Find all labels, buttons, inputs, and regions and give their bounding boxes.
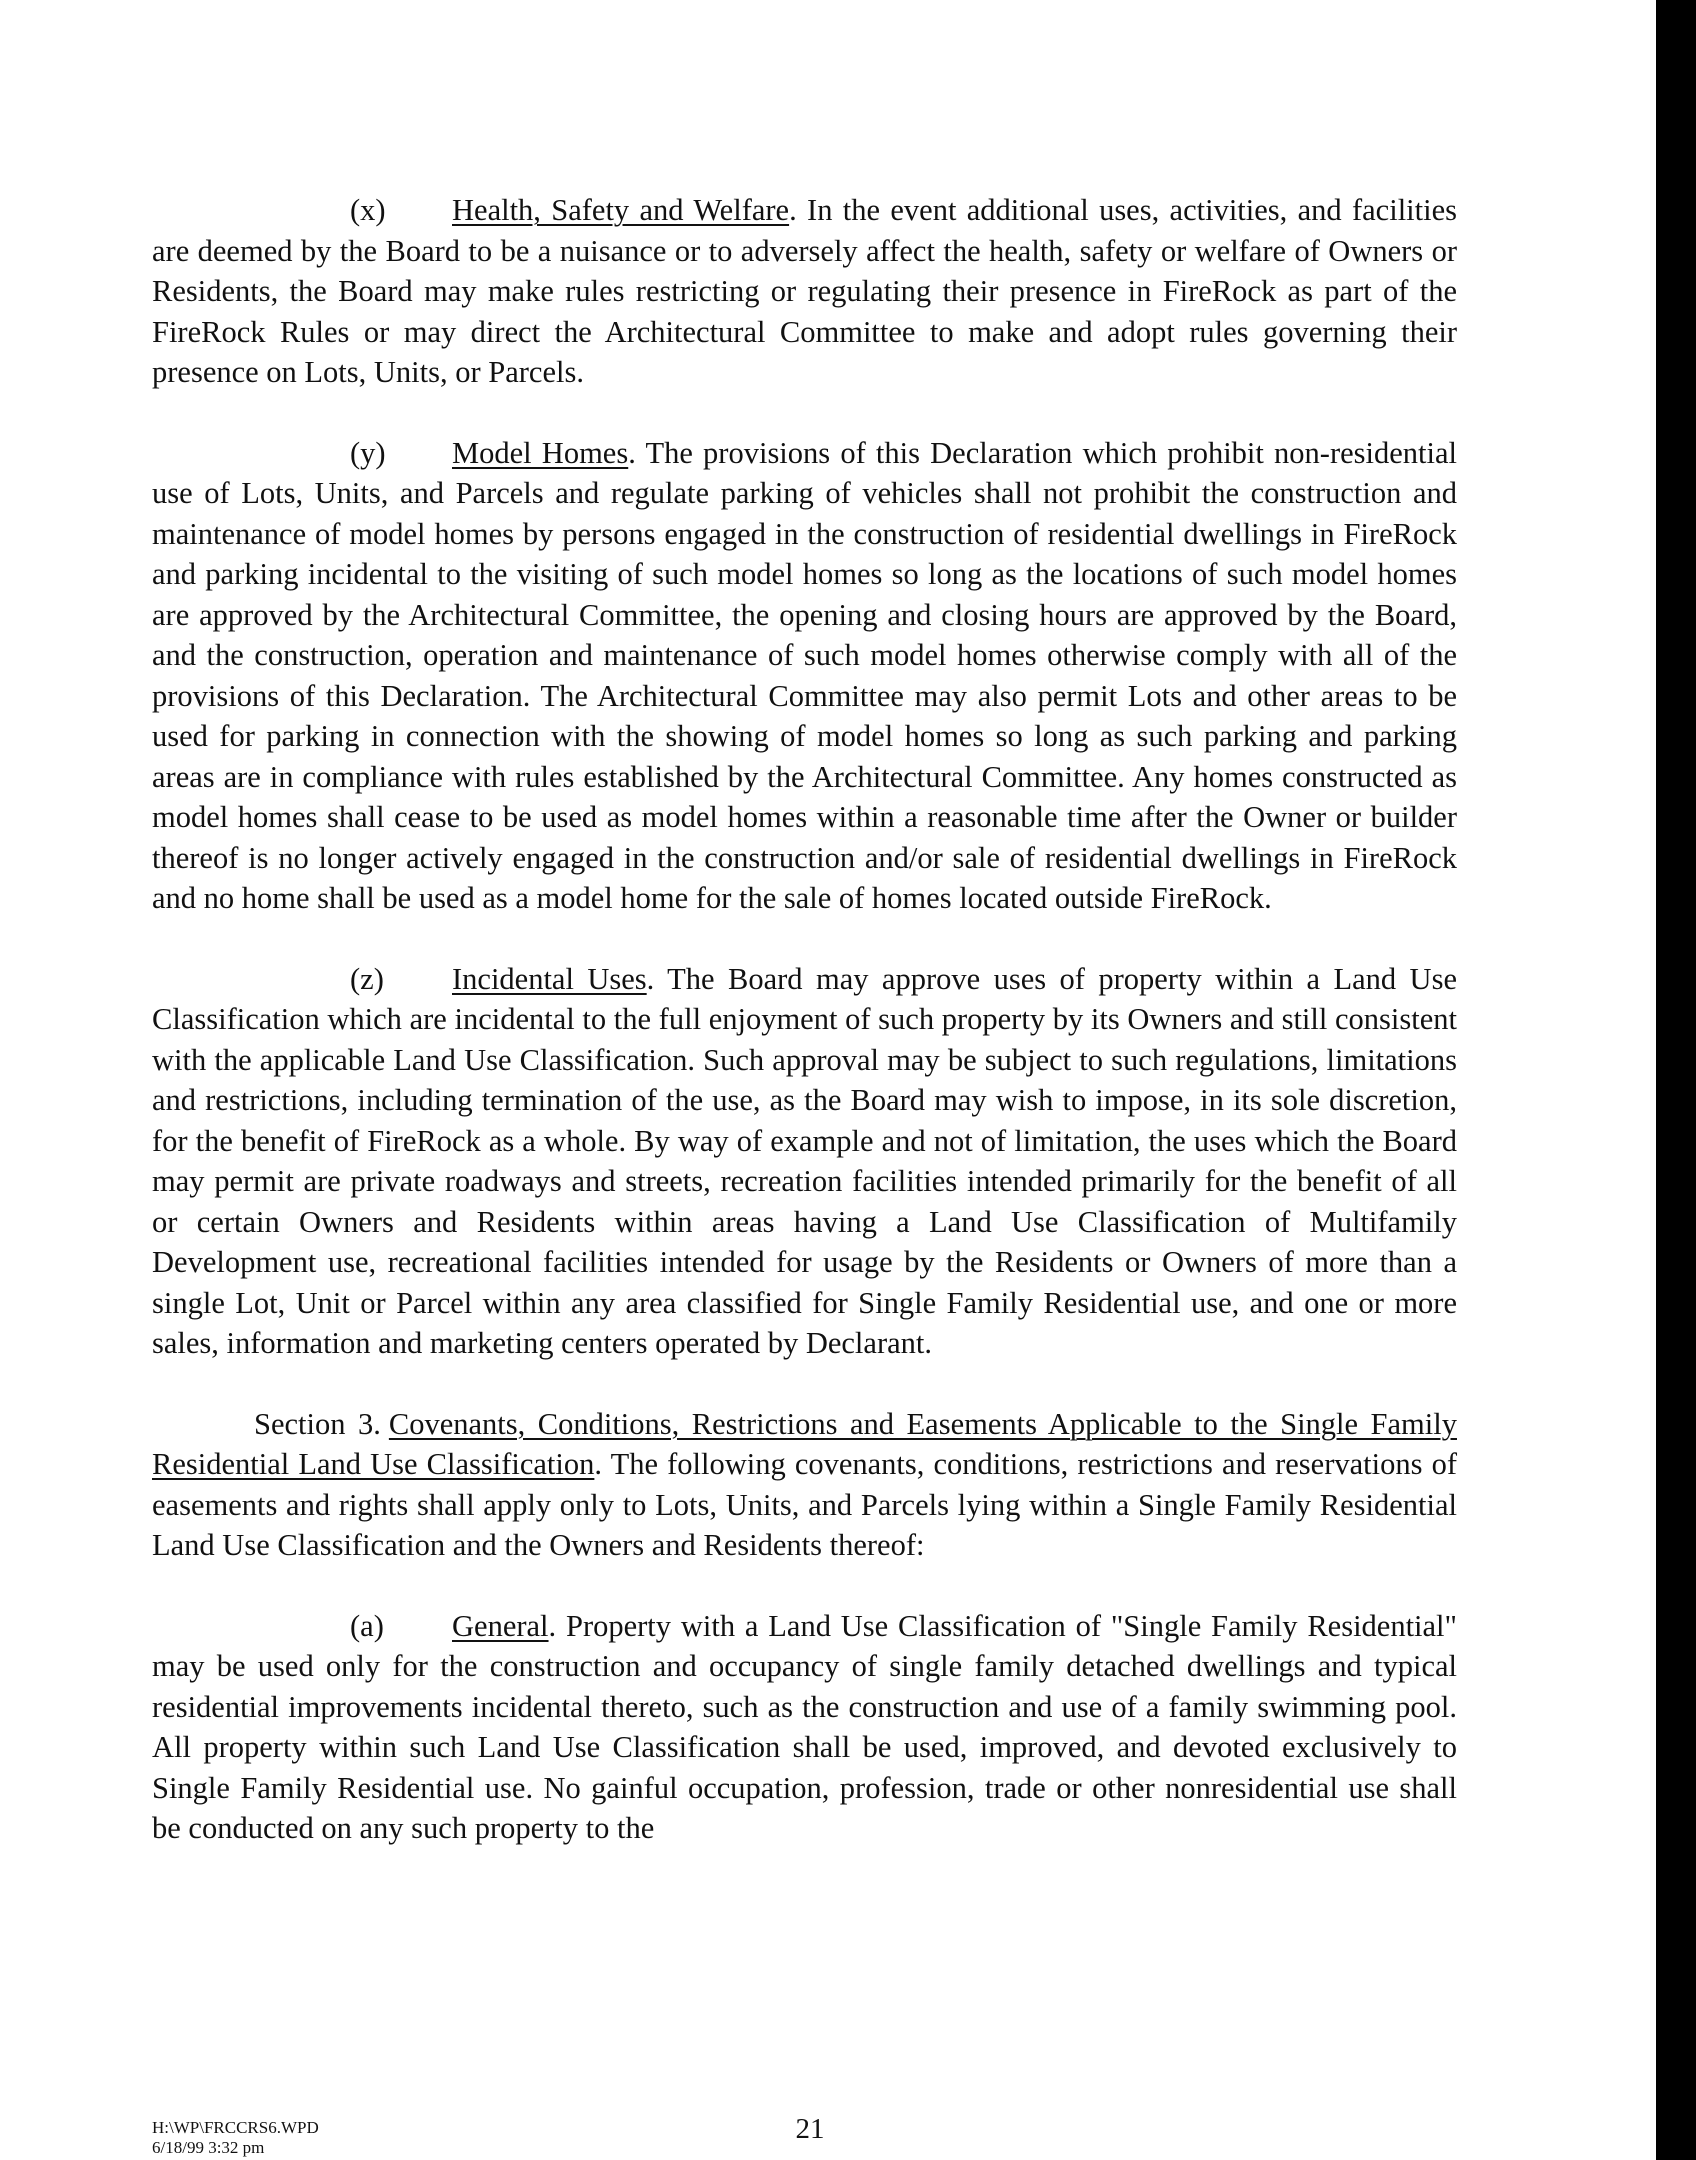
section-text: . The following covenants, conditions, restrictions and reservations of easements and rights shall apply only to Lots, Units, and Parcels lying within a Single Family Residential Land Use Classification and the Owners and Residents thereof:: [152, 1447, 1457, 1562]
footer-file-info: [152, 2118, 319, 2158]
paragraph-text: . Property with a Land Use Classification of "Single Family Residential" may be used only for the construction and occupancy of single family detached dwellings and typical residential improvements incidental thereto, such as the construction and use of a family swimming pool. All property within such Land Use Classification shall be used, improved, and devoted exclusively to Single Family Residential use. No gainful occupation, profession, trade or other nonresidential use shall be conducted on any such property to the: [152, 1608, 1457, 1845]
paragraph-text: . The provisions of this Declaration which prohibit non-residential use of Lots, Units, and Parcels and regulate parking of vehicles shall not prohibit the construction and maintenance of model homes by persons engaged in the construction of residential dwellings in FireRock and parking incidental to the visiting of such model homes so long as the locations of such model homes are approved by the Architectural Committee, the opening and closing hours are approved by the Board, and the construction, operation and maintenance of such model homes otherwise comply with all of the provisions of this Declaration. The Architectural Committee may also permit Lots and other areas to be used for parking in connection with the showing of model homes so long as such parking and parking areas are in compliance with rules established by the Architectural Committee. Any homes constructed as model homes shall cease to be used as model homes within a reasonable time after the Owner or builder thereof is no longer actively engaged in the construction and/or sale of residential dwellings in FireRock and no home shall be used as a model home for the sale of homes located outside FireRock.: [152, 435, 1457, 915]
document-body: [152, 190, 1457, 1889]
paragraph-heading: Incidental Uses: [452, 961, 647, 996]
paragraph-heading: Health, Safety and Welfare: [452, 193, 790, 227]
footer-file-path: H:\WP\FRCCRS6.WPD: [152, 2118, 319, 2137]
paragraph-heading: Model Homes: [452, 435, 629, 470]
paragraph-a: [152, 1606, 1457, 1849]
paragraph-text: . The Board may approve uses of property within a Land Use Classification which are incidental to the full enjoyment of such property by its Owners and still consistent with the applicable Land Use Classification. Such approval may be subject to such regulations, limitations and restrictions, including termination of the use, as the Board may wish to impose, in its sole discretion, for the benefit of FireRock as a whole. By way of example and not of limitation, the uses which the Board may permit are private roadways and streets, recreation facilities intended primarily for the benefit of all or certain Owners and Residents within areas having a Land Use Classification of Multifamily Development use, recreational facilities intended for usage by the Residents or Owners of more than a single Lot, Unit or Parcel within any area classified for Single Family Residential use, and one or more sales, information and marketing centers operated by Declarant.: [152, 961, 1457, 1360]
footer-timestamp: 6/18/99 3:32 pm: [152, 2138, 265, 2157]
section-3: [152, 1404, 1457, 1566]
section-label: Section 3.: [254, 1406, 381, 1441]
paragraph-y: [152, 433, 1457, 919]
scan-edge: [1656, 0, 1696, 2160]
paragraph-x: [152, 190, 1457, 393]
paragraph-heading: General: [452, 1608, 549, 1643]
paragraph-z: [152, 959, 1457, 1364]
section-heading: Covenants, Conditions, Restrictions and Easements Applicable to the Single Family Residential Land Use Classification: [152, 1406, 1457, 1481]
paragraph-marker: (z): [350, 961, 384, 996]
paragraph-marker: (a): [350, 1608, 384, 1643]
paragraph-text: . In the event additional uses, activities, and facilities are deemed by the Board to be a nuisance or to adversely affect the health, safety or welfare of Owners or Residents, the Board may make rules restricting or regulating their presence in FireRock as part of the FireRock Rules or may direct the Architectural Committee to make and adopt rules governing their presence on Lots, Units, or Parcels.: [152, 193, 1457, 389]
paragraph-marker: (y): [350, 435, 386, 470]
page-number: 21: [795, 2113, 825, 2145]
paragraph-marker: (x): [350, 193, 386, 227]
